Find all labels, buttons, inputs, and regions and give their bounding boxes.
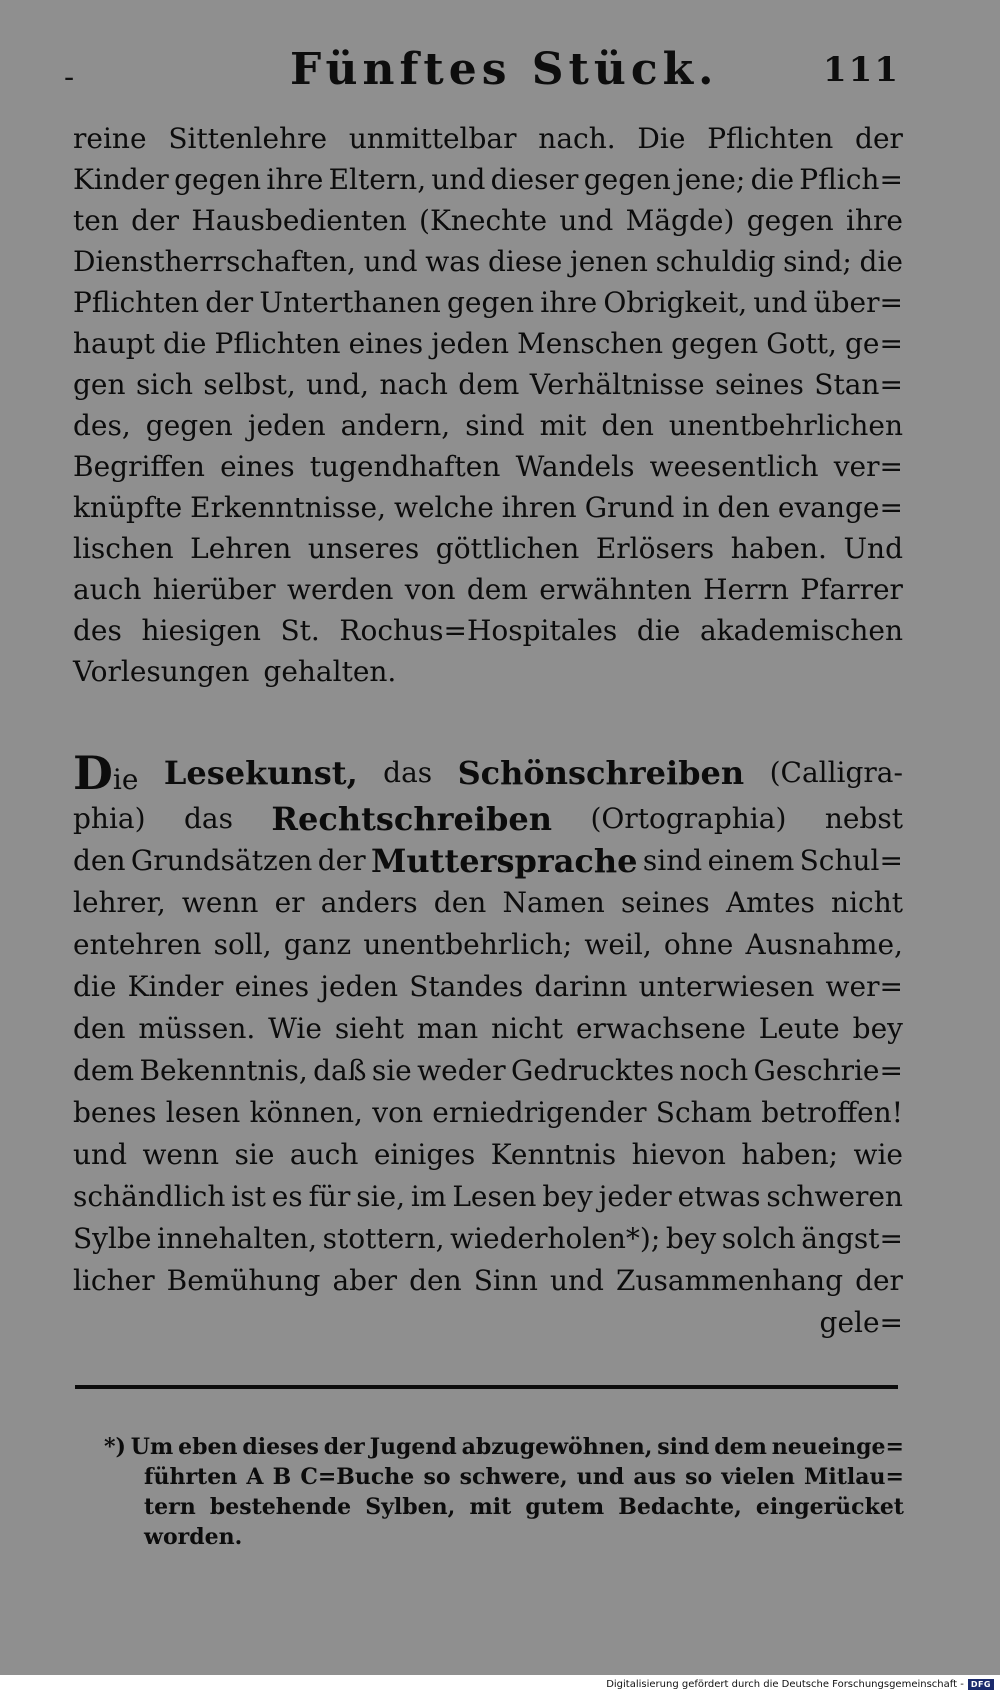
paragraph-1-word: sind: [465, 409, 525, 442]
paragraph-2-word: erniedrigender: [432, 1096, 647, 1129]
paragraph-2-word: bey: [852, 1012, 903, 1045]
paragraph-2-word: sieht: [334, 1012, 405, 1045]
paragraph-1-line: [73, 200, 903, 241]
paragraph-1-word: haupt: [73, 327, 155, 360]
paragraph-2-line: [73, 1134, 903, 1176]
paragraph-1-word: dem: [458, 368, 520, 401]
paragraph-1-word: diese: [487, 245, 563, 278]
paragraph-1-word: ge=: [844, 327, 903, 360]
paragraph-1-word: Die: [637, 122, 686, 155]
footnote-word: abzugewöhnen,: [461, 1434, 653, 1460]
paragraph-2-word: stottern,: [322, 1222, 445, 1255]
paragraph-2-word: Standes: [409, 970, 524, 1003]
paragraph-2-word: Ausnahme,: [745, 928, 903, 961]
paragraph-1-word: ihre: [540, 286, 598, 319]
paragraph-2-word: (Ortographia): [590, 802, 787, 835]
paragraph-2-word: jeder: [598, 1180, 672, 1213]
paragraph-2-word: eines: [234, 970, 310, 1003]
paragraph-1-word: und,: [306, 368, 370, 401]
paragraph-1-word: die: [750, 163, 795, 196]
paragraph-2-word: Zusammenhang: [616, 1264, 843, 1297]
paragraph-2-word: der: [855, 1264, 903, 1297]
paragraph-1-word: gegen: [746, 204, 834, 237]
paragraph-1-word: nach: [379, 368, 448, 401]
footnote-word: A: [246, 1464, 264, 1490]
paragraph-1-word: Menschen: [517, 327, 664, 360]
paragraph-1-line: [73, 487, 903, 528]
paragraph-1-word: mit: [539, 409, 587, 442]
paragraph-2-word: ganz: [283, 928, 352, 961]
paragraph-1-word: sich: [135, 368, 193, 401]
paragraph-1-line: [73, 364, 903, 405]
paragraph-1-word: Gott,: [766, 327, 837, 360]
catchword: gele=: [819, 1306, 903, 1339]
paragraph-2-line: [73, 1050, 903, 1092]
paragraph-2-word: bey: [542, 1180, 593, 1213]
footnote-word: vielen: [721, 1464, 795, 1490]
paragraph-1-line: [73, 405, 903, 446]
paragraph-1-word: unmittelbar: [348, 122, 517, 155]
paragraph-1-word: ver=: [833, 450, 903, 483]
paragraph-2-word: Kenntnis: [490, 1138, 617, 1171]
paragraph-1-word: sind;: [783, 245, 852, 278]
paragraph-1-word: schuldig: [655, 245, 776, 278]
paragraph-2-word: Wie: [268, 1012, 322, 1045]
paragraph-1-word: Herrn: [703, 573, 789, 606]
paragraph-2-word: bey: [665, 1222, 717, 1255]
paragraph-2-word: nicht: [831, 886, 903, 919]
paragraph-2-word: Schul=: [799, 844, 903, 877]
paragraph-1-word: über=: [813, 286, 903, 319]
paragraph-1-word: gen: [73, 368, 126, 401]
paragraph-1-word: hierüber: [152, 573, 276, 606]
paragraph-1-word: die: [636, 614, 681, 647]
paragraph-1-word: jene;: [676, 163, 746, 196]
paragraph-2-line: [73, 1008, 903, 1050]
paragraph-2-word: auch: [289, 1138, 359, 1171]
paragraph-2-word: ohne: [663, 928, 734, 961]
paragraph-2-word: (Calligra-: [769, 756, 903, 789]
paragraph-2-word: darinn: [534, 970, 628, 1003]
paragraph-1-word: der: [855, 122, 903, 155]
paragraph-1-word: gegen: [671, 327, 759, 360]
paragraph-1-word: und: [431, 163, 486, 196]
paragraph-2-word-rest: ie: [112, 763, 139, 796]
paragraph-2-word: wiederholen*);: [450, 1222, 661, 1255]
paragraph-2-word: jeden: [320, 970, 399, 1003]
paragraph-2-word: Gedrucktes: [511, 1054, 675, 1087]
paragraph-2-line: [73, 1176, 903, 1218]
paragraph-1-line: [73, 282, 903, 323]
paragraph-2-word: das: [383, 756, 433, 789]
paragraph-1-word: werden: [287, 573, 394, 606]
footnote-word: C=Buche: [300, 1464, 415, 1490]
paragraph-2-word: etwas: [677, 1180, 761, 1213]
paragraph-1-word: Sittenlehre: [168, 122, 328, 155]
running-title: Fünftes Stück.: [290, 44, 719, 95]
footnote-word: und: [576, 1464, 625, 1490]
footnote-word: schwere,: [459, 1464, 568, 1490]
paragraph-2-word: den: [409, 1264, 462, 1297]
paragraph-2: [73, 748, 903, 1344]
credit-text: Digitalisierung gefördert durch die Deutsche Forschungsgemeinschaft -: [606, 1679, 964, 1690]
footnote-word: Jugend: [369, 1434, 457, 1460]
paragraph-1-word: eines: [220, 450, 295, 483]
paragraph-1-word: göttlichen: [435, 532, 580, 565]
paragraph-1-word: den: [717, 491, 770, 524]
paragraph-2-word: Geschrie=: [753, 1054, 903, 1087]
paragraph-1-line: [73, 569, 903, 610]
paragraph-1-word: seines: [715, 368, 804, 401]
paragraph-1-word: Pflich=: [799, 163, 903, 196]
paragraph-2-word: unentbehrlich;: [363, 928, 573, 961]
paragraph-1-word: die: [859, 245, 903, 278]
paragraph-1-word: gegen: [145, 409, 233, 442]
paragraph-2-word: weil,: [584, 928, 652, 961]
paragraph-2-word: ist: [231, 1180, 266, 1213]
paragraph-1-word: Mägde): [625, 204, 735, 237]
paragraph-1-word: welche: [393, 491, 494, 524]
paragraph-1-word: auch: [73, 573, 142, 606]
paragraph-2-word: nicht: [491, 1012, 564, 1045]
paragraph-1-word: Erlösers: [595, 532, 715, 565]
paragraph-2-word: einiges: [373, 1138, 476, 1171]
paragraph-1-word: Unterthanen: [259, 286, 441, 319]
footnote-word: *): [104, 1434, 126, 1460]
paragraph-2-word: [73, 748, 138, 798]
paragraph-1: [73, 118, 903, 692]
paragraph-2-word: Bekenntnis,: [139, 1054, 308, 1087]
paragraph-1-word: ihren: [501, 491, 577, 524]
paragraph-1-word: Dienstherrschaften,: [73, 245, 356, 278]
paragraph-2-word: Leute: [758, 1012, 840, 1045]
paragraph-2-word: im: [410, 1180, 447, 1213]
paragraph-2-word: es: [271, 1180, 303, 1213]
paragraph-2-word: können,: [249, 1096, 363, 1129]
paragraph-1-word: Erkenntnisse,: [190, 491, 387, 524]
paragraph-2-line: [73, 966, 903, 1008]
paragraph-1-word: und: [363, 245, 418, 278]
paragraph-2-line: [73, 882, 903, 924]
paragraph-2-word: Rechtschreiben: [271, 800, 553, 838]
footnote-word: tern: [144, 1494, 196, 1520]
paragraph-2-word: dem: [73, 1054, 135, 1087]
paragraph-1-line: [73, 159, 903, 200]
paragraph-1-word: lischen: [73, 532, 174, 565]
footnote-word: sind: [657, 1434, 710, 1460]
paragraph-1-word: dieser: [490, 163, 579, 196]
paragraph-1-word: der: [131, 204, 180, 237]
paragraph-2-word: von: [372, 1096, 423, 1129]
paragraph-1-word: nach.: [538, 122, 616, 155]
footnote-word: Sylben,: [365, 1494, 456, 1520]
catchword-line: [73, 1302, 903, 1344]
footnote-word: eingerücket: [755, 1494, 904, 1520]
paragraph-2-word: Schönschreiben: [457, 754, 745, 792]
paragraph-1-word: andern,: [340, 409, 451, 442]
paragraph-1-word: gegen: [583, 163, 671, 196]
paragraph-2-word: der: [317, 844, 366, 877]
paragraph-2-word: daß: [313, 1054, 367, 1087]
footnote-word: Mitlau=: [803, 1464, 904, 1490]
paragraph-1-line: [73, 241, 903, 282]
paragraph-1-word: den: [601, 409, 654, 442]
paragraph-2-word: Lesekunst,: [163, 754, 358, 792]
footnote-word: Um: [130, 1434, 174, 1460]
paragraph-2-word: wie: [853, 1138, 903, 1171]
paragraph-2-word: für: [308, 1180, 351, 1213]
footnote-line: [104, 1522, 904, 1552]
paragraph-1-word: Eltern,: [328, 163, 427, 196]
footnote-word: aus: [633, 1464, 676, 1490]
paragraph-2-word: das: [183, 802, 233, 835]
paragraph-2-word: anders: [320, 886, 418, 919]
paragraph-1-word: des,: [73, 409, 131, 442]
footnote-word: B: [272, 1464, 292, 1490]
paragraph-2-line: [73, 1260, 903, 1302]
paragraph-1-word: in: [682, 491, 710, 524]
paragraph-1-word: und: [559, 204, 614, 237]
paragraph-1-word: und: [753, 286, 808, 319]
paragraph-1-word: tugendhaften: [309, 450, 501, 483]
paragraph-1-line: [73, 323, 903, 364]
paragraph-2-word: phia): [73, 802, 146, 835]
paragraph-2-word: benes: [73, 1096, 157, 1129]
paragraph-1-word: ihre: [846, 204, 903, 237]
paragraph-2-word: einem: [707, 844, 795, 877]
paragraph-1-word: (Knechte: [419, 204, 548, 237]
paragraph-1-word: Pflichten: [707, 122, 834, 155]
footnote-word: Bedachte,: [618, 1494, 742, 1520]
paragraph-2-word: Scham: [655, 1096, 752, 1129]
paragraph-1-word: unseres: [307, 532, 420, 565]
paragraph-1-word: des: [73, 614, 122, 647]
paragraph-2-word: man: [416, 1012, 479, 1045]
footnote-word: mit: [469, 1494, 512, 1520]
footnote-word: worden.: [144, 1524, 243, 1550]
paragraph-2-word: sind: [642, 844, 703, 877]
paragraph-2-word: noch: [679, 1054, 749, 1087]
paragraph-2-word: Sinn: [473, 1264, 538, 1297]
paragraph-2-word: sie,: [356, 1180, 406, 1213]
paragraph-2-word: wer=: [825, 970, 903, 1003]
paragraph-1-word: ten: [73, 204, 119, 237]
paragraph-2-word: müssen.: [138, 1012, 256, 1045]
paragraph-2-word: unterwiesen: [638, 970, 815, 1003]
digitization-credit: [606, 1677, 994, 1692]
paragraph-1-word: ihre: [266, 163, 324, 196]
paragraph-2-word: den: [73, 1012, 126, 1045]
footnote-word: so: [685, 1464, 713, 1490]
paragraph-2-word: den: [73, 844, 126, 877]
paragraph-1-word: Rochus=Hospitales: [339, 614, 618, 647]
paragraph-2-line: [73, 1092, 903, 1134]
footnote-word: führten: [144, 1464, 238, 1490]
paragraph-1-word: eines: [348, 327, 424, 360]
dfg-logo: DFG: [968, 1679, 994, 1690]
paragraph-2-word: haben;: [741, 1138, 839, 1171]
paragraph-1-word: jeden: [431, 327, 510, 360]
paragraph-1-word: jenen: [570, 245, 648, 278]
paragraph-2-word: schweren: [766, 1180, 903, 1213]
paragraph-1-word: jeden: [247, 409, 326, 442]
paragraph-2-word: sie: [234, 1138, 275, 1171]
paragraph-2-word: und: [73, 1138, 127, 1171]
paragraph-2-line-2: [73, 798, 903, 840]
paragraph-2-line-1: [73, 748, 903, 798]
paragraph-1-word: knüpfte: [73, 491, 183, 524]
paragraph-2-word: Grundsätzen: [130, 844, 313, 877]
paragraph-2-word: Amtes: [725, 886, 815, 919]
paragraph-2-word: Namen: [502, 886, 605, 919]
footnote-word: dem: [714, 1434, 767, 1460]
paragraph-1-word: Begriffen: [73, 450, 205, 483]
paragraph-1-word: gegen: [447, 286, 535, 319]
paragraph-1-line: [73, 118, 903, 159]
paragraph-1-word: hiesigen: [141, 614, 261, 647]
paragraph-2-word: ängst=: [801, 1222, 903, 1255]
paragraph-1-word: Und: [843, 532, 903, 565]
paragraph-1-word: erwähnten: [539, 573, 692, 606]
paragraph-1-word: Pfarrer: [800, 573, 903, 606]
paragraph-1-word: St.: [280, 614, 320, 647]
paragraph-1-word: Kinder: [73, 163, 169, 196]
paragraph-2-line-3: [73, 840, 903, 882]
paragraph-2-word: Sylbe: [73, 1222, 152, 1255]
paragraph-1-word: der: [205, 286, 254, 319]
paragraph-2-word: innehalten,: [157, 1222, 318, 1255]
paragraph-1-word: selbst,: [203, 368, 296, 401]
paragraph-1-word: reine: [73, 122, 147, 155]
paragraph-2-word: sie: [371, 1054, 412, 1087]
paragraph-2-word: hievon: [631, 1138, 726, 1171]
paragraph-1-word: unentbehrlichen: [668, 409, 903, 442]
paragraph-2-word: entehren: [73, 928, 202, 961]
paragraph-2-word: Lesen: [452, 1180, 537, 1213]
paragraph-2-word: seines: [620, 886, 710, 919]
paragraph-1-word: von: [404, 573, 456, 606]
paragraph-1-word: gegen: [174, 163, 262, 196]
drop-cap: D: [73, 746, 113, 800]
paragraph-2-word: und: [549, 1264, 604, 1297]
paragraph-1-word: was: [425, 245, 481, 278]
paragraph-1-word: dem: [466, 573, 528, 606]
paragraph-1-word: Wandels: [515, 450, 635, 483]
paragraph-2-word: wenn: [142, 1138, 220, 1171]
paragraph-2-word: Kinder: [127, 970, 224, 1003]
footnote-word: so: [423, 1464, 451, 1490]
header-dash: -: [64, 60, 75, 95]
paragraph-1-word: Vorlesungen: [73, 655, 250, 688]
footnote-line: [104, 1432, 904, 1462]
paragraph-1-word: haben.: [730, 532, 827, 565]
paragraph-2-word: Bemühung: [166, 1264, 321, 1297]
paragraph-1-word: Verhältnisse: [529, 368, 705, 401]
paragraph-1-word: Stan=: [814, 368, 903, 401]
paragraph-1-word: Hausbedienten: [191, 204, 407, 237]
footnote-word: neueinge=: [771, 1434, 904, 1460]
footnote-word: gutem: [525, 1494, 605, 1520]
paragraph-2-word: schändlich: [73, 1180, 226, 1213]
paragraph-2-body: [73, 882, 903, 1302]
footnote-word: der: [323, 1434, 365, 1460]
paragraph-1-word: Pflichten: [214, 327, 341, 360]
running-header: [60, 38, 900, 98]
paragraph-2-word: erwachsene: [575, 1012, 746, 1045]
footnote-word: dieses: [242, 1434, 319, 1460]
footnote: [104, 1432, 904, 1552]
paragraph-2-word: solch: [721, 1222, 796, 1255]
paragraph-1-word: Lehren: [190, 532, 292, 565]
paragraph-1-word: Obrigkeit,: [603, 286, 748, 319]
paragraph-2-word: licher: [73, 1264, 155, 1297]
paragraph-2-word: nebst: [824, 802, 903, 835]
paragraph-2-word: Muttersprache: [370, 842, 638, 880]
paragraph-2-word: lehrer,: [73, 886, 166, 919]
paragraph-1-word: die: [163, 327, 207, 360]
footnote-rule: [75, 1385, 898, 1389]
paragraph-2-word: er: [274, 886, 305, 919]
footnote-word: bestehende: [209, 1494, 352, 1520]
paragraph-1-word: Grund: [584, 491, 675, 524]
paragraph-2-word: soll,: [213, 928, 272, 961]
paragraph-2-word: aber: [332, 1264, 398, 1297]
paragraph-2-word: weder: [417, 1054, 506, 1087]
paragraph-1-line: [73, 610, 903, 651]
paragraph-2-word: lesen: [165, 1096, 241, 1129]
footnote-line: [104, 1492, 904, 1522]
paragraph-1-word: gehalten.: [263, 655, 397, 688]
paragraph-1-line: [73, 446, 903, 487]
paragraph-1-word: akademischen: [699, 614, 903, 647]
paragraph-1-line: [73, 651, 903, 692]
paragraph-2-line: [73, 924, 903, 966]
footnote-word: eben: [178, 1434, 238, 1460]
paragraph-1-word: Pflichten: [73, 286, 200, 319]
paragraph-1-word: evange=: [777, 491, 903, 524]
paragraph-2-word: betroffen!: [761, 1096, 903, 1129]
paragraph-2-line: [73, 1218, 903, 1260]
paragraph-1-word: weesentlich: [649, 450, 819, 483]
paragraph-1-line: [73, 528, 903, 569]
page-number: 111: [823, 50, 900, 90]
paragraph-2-word: wenn: [181, 886, 259, 919]
paragraph-2-word: den: [433, 886, 487, 919]
footnote-line: [104, 1462, 904, 1492]
paragraph-2-word: die: [73, 970, 117, 1003]
